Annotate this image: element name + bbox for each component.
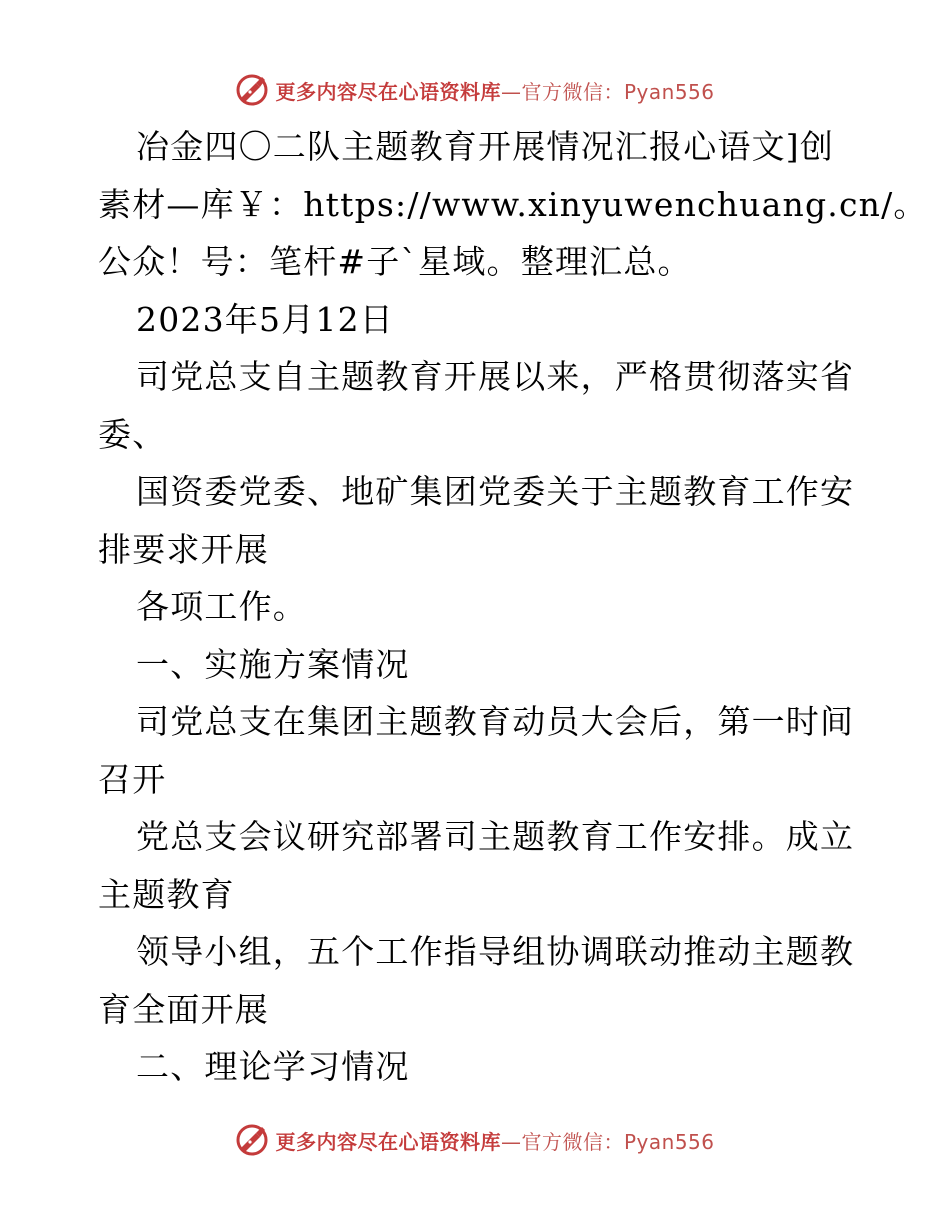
banner-official-label: 官方微信：	[521, 79, 624, 104]
banner-lead-text: 更多内容尽在心语资料库	[275, 79, 501, 104]
doc-line: 冶金四〇二队主题教育开展情况汇报心语文]创	[136, 127, 835, 166]
doc-date: 2023年5月12日	[136, 299, 394, 339]
doc-line: 党总支会议研究部署司主题教育工作安排。成立	[136, 817, 855, 856]
document-body	[98, 118, 928, 1096]
doc-line: 公众！号：笔杆#子`星域。整理汇总。	[98, 242, 692, 281]
doc-line: 排要求开展	[98, 529, 269, 569]
doc-line: 委、	[98, 414, 167, 454]
header-watermark-banner	[0, 70, 950, 110]
banner-wechat-id: Pyan556	[623, 1129, 715, 1154]
banner-dash: —	[500, 1129, 522, 1154]
doc-line: 司党总支在集团主题教育动员大会后，第一时间	[136, 702, 855, 741]
doc-line: 主题教育	[98, 874, 235, 914]
banner-wechat-id: Pyan556	[623, 79, 715, 104]
banner-lead-text: 更多内容尽在心语资料库	[275, 1129, 501, 1154]
section-heading: 一、实施方案情况	[136, 644, 410, 684]
doc-line: 国资委党委、地矿集团党委关于主题教育工作安	[136, 472, 855, 511]
pen-nib-logo-icon	[235, 1123, 269, 1157]
section-heading: 二、理论学习情况	[136, 1047, 410, 1086]
banner-dash: —	[500, 79, 522, 104]
banner-official-label: 官方微信：	[521, 1129, 624, 1154]
footer-watermark-banner	[0, 1120, 950, 1160]
doc-line: 司党总支自主题教育开展以来，严格贯彻落实省	[136, 357, 855, 396]
doc-line: 召开	[98, 759, 167, 799]
pen-nib-logo-icon	[235, 73, 269, 107]
banner-text	[275, 76, 714, 105]
banner-text	[275, 1126, 714, 1155]
doc-line: 素材—库￥：https://www.xinyuwenchuang.cn/。	[98, 184, 928, 224]
doc-line: 领导小组，五个工作指导组协调联动推动主题教	[136, 932, 855, 971]
doc-line: 育全面开展	[98, 989, 269, 1029]
doc-line: 各项工作。	[136, 587, 307, 626]
